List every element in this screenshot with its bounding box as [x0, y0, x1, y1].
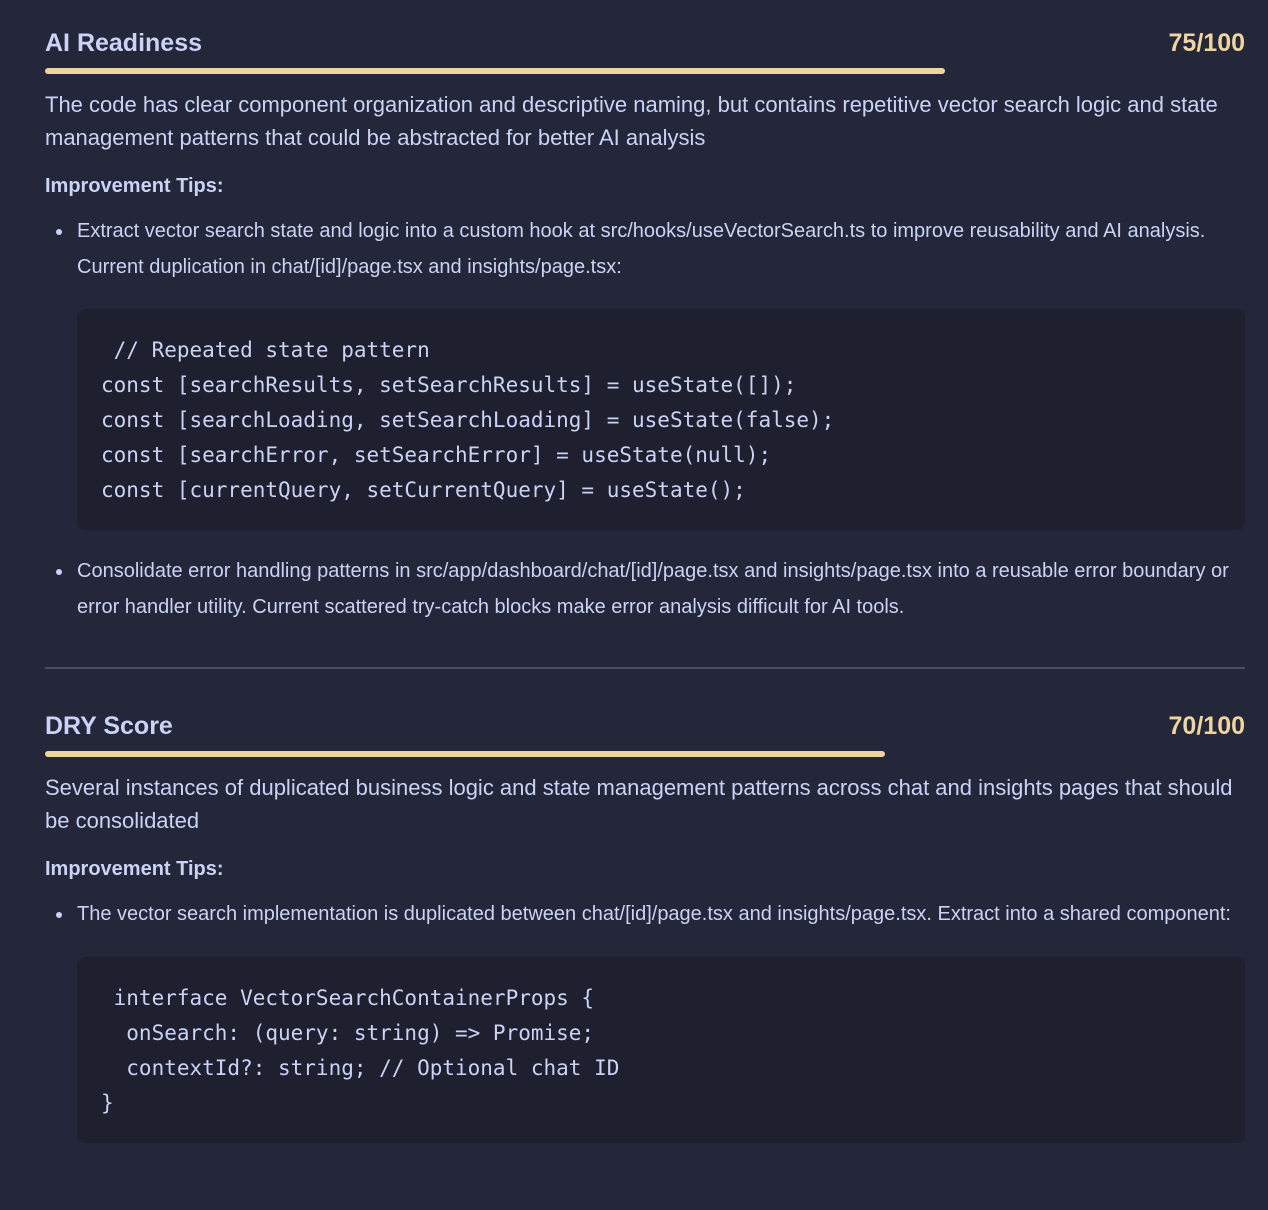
ai-readiness-section [45, 0, 1245, 625]
score-bar [45, 68, 1245, 74]
tip-item [45, 554, 1245, 625]
score-bar-fill [45, 68, 945, 74]
code-block [77, 309, 1245, 530]
section-title: AI Readiness [45, 29, 203, 57]
section-header [45, 28, 1245, 58]
code-block [77, 957, 1245, 1143]
tip-text: Consolidate error handling patterns in src/app/dashboard/chat/[id]/page.tsx and insights/page.tsx into a reusable error boundary or error handler utility. Current scattered try-catch blocks make error analysis difficult for AI tools. [77, 560, 1229, 618]
tips-list [45, 897, 1245, 933]
score-bar [45, 751, 1245, 757]
tip-text: Extract vector search state and logic into a custom hook at src/hooks/useVectorSearch.ts to improve reusability and AI analysis. Current duplication in chat/[id]/page.tsx and insights/page.tsx: [77, 220, 1206, 278]
code-line: const [searchResults, setSearchResults] = useState([]); [101, 373, 797, 397]
section-summary: Several instances of duplicated business logic and state management patterns across chat and insights pages that should be consolidated [45, 775, 1233, 833]
code-line: interface VectorSearchContainerProps { [101, 985, 595, 1010]
section-score: 75/100 [1168, 29, 1245, 57]
code-line: contextId?: string; // Optional chat ID [101, 1055, 620, 1080]
tips-heading: Improvement Tips: [45, 858, 224, 880]
code-line: const [searchError, setSearchError] = useState(null); [101, 443, 772, 467]
score-bar-fill [45, 751, 885, 757]
code-line: const [searchLoading, setSearchLoading] = useState(false); [101, 408, 835, 432]
section-summary: The code has clear component organization and descriptive naming, but contains repetitive vector search logic and state management patterns that could be abstracted for better AI analysis [45, 92, 1218, 150]
tip-text: The vector search implementation is duplicated between chat/[id]/page.tsx and insights/page.tsx. Extract into a shared component: [77, 903, 1231, 925]
dry-score-section [45, 711, 1245, 1143]
tips-heading: Improvement Tips: [45, 175, 224, 197]
tips-list [45, 214, 1245, 285]
tip-item [45, 897, 1245, 933]
code-line: // Repeated state pattern [101, 338, 430, 362]
section-title: DRY Score [45, 712, 173, 740]
tips-list [45, 554, 1245, 625]
section-score: 70/100 [1168, 712, 1245, 740]
code-line: const [currentQuery, setCurrentQuery] = useState(); [101, 478, 746, 502]
section-divider [45, 667, 1245, 669]
tip-item [45, 214, 1245, 285]
code-line: onSearch: (query: string) => Promise; [101, 1020, 595, 1045]
section-header [45, 711, 1245, 741]
code-line: } [101, 1090, 114, 1115]
